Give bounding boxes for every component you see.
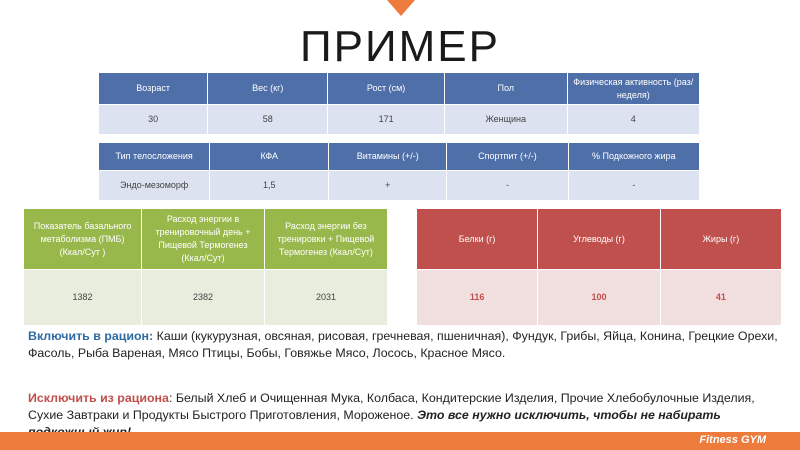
include-text: Каши (кукурузная, овсяная, рисовая, гречневая, пшеничная), Фундук, Грибы, Яйца, Конина, Грецкие Орехи, Фасоль, Рыба Вареная, Мясо Птицы, Бобы, Говяжье Мясо, Лосось, Красное Мясо. <box>28 329 778 360</box>
header-fat-percent: % Подкожного жира <box>568 143 699 171</box>
footer-bar <box>0 432 800 450</box>
value-carbs: 100 <box>538 270 661 326</box>
header-kfa: КФА <box>210 143 329 171</box>
header-bmr: Показатель базального метаболизма (ПМБ) (Ккал/Сут ) <box>24 209 142 270</box>
value-sex: Женщина <box>444 105 567 135</box>
value-bmr: 1382 <box>24 270 142 326</box>
include-paragraph <box>28 328 790 362</box>
value-body-type: Эндо-мезоморф <box>99 171 210 201</box>
header-sex: Пол <box>444 73 567 105</box>
value-age: 30 <box>99 105 208 135</box>
value-rest-day: 2031 <box>264 270 387 326</box>
header-body-type: Тип телосложения <box>99 143 210 171</box>
profile-table <box>98 72 700 135</box>
header-training-day: Расход энергии в тренировочный день + Пищевой Термогенез (Ккал/Сут) <box>142 209 265 270</box>
header-age: Возраст <box>99 73 208 105</box>
value-sportpit: - <box>447 171 568 201</box>
value-fat-percent: - <box>568 171 699 201</box>
top-arrow-marker <box>387 0 415 16</box>
energy-table <box>23 208 388 326</box>
footer-brand: Fitness GYM <box>699 434 766 446</box>
exclude-text: : Белый Хлеб и Очищенная Мука, Колбаса, Кондитерские Изделия, Прочие Хлебобулочные Изделия, Сухие Завтраки и Продукты Быстрого Приготовления, Мороженое. <box>28 391 755 422</box>
value-weight: 58 <box>208 105 328 135</box>
exclude-label: Исключить из рациона <box>28 391 169 405</box>
header-weight: Вес (кг) <box>208 73 328 105</box>
exclude-emphasis: Это все нужно исключить, чтобы не набирать <box>417 408 721 422</box>
body-type-table <box>98 142 700 201</box>
header-sportpit: Спортпит (+/-) <box>447 143 568 171</box>
header-height: Рост (см) <box>328 73 445 105</box>
value-vitamins: + <box>329 171 447 201</box>
value-protein: 116 <box>417 270 538 326</box>
value-training-day: 2382 <box>142 270 265 326</box>
header-protein: Белки (г) <box>417 209 538 270</box>
header-vitamins: Витамины (+/-) <box>329 143 447 171</box>
header-carbs: Углеводы (г) <box>538 209 661 270</box>
macros-table <box>416 208 782 326</box>
header-activity: Физическая активность (раз/неделя) <box>567 73 699 105</box>
page-title: ПРИМЕР <box>300 22 500 71</box>
value-fats: 41 <box>660 270 781 326</box>
header-fats: Жиры (г) <box>660 209 781 270</box>
include-label: Включить в рацион: <box>28 329 154 343</box>
header-rest-day: Расход энергии без тренировки + Пищевой Термогенез (Ккал/Сут) <box>264 209 387 270</box>
value-activity: 4 <box>567 105 699 135</box>
value-kfa: 1,5 <box>210 171 329 201</box>
value-height: 171 <box>328 105 445 135</box>
